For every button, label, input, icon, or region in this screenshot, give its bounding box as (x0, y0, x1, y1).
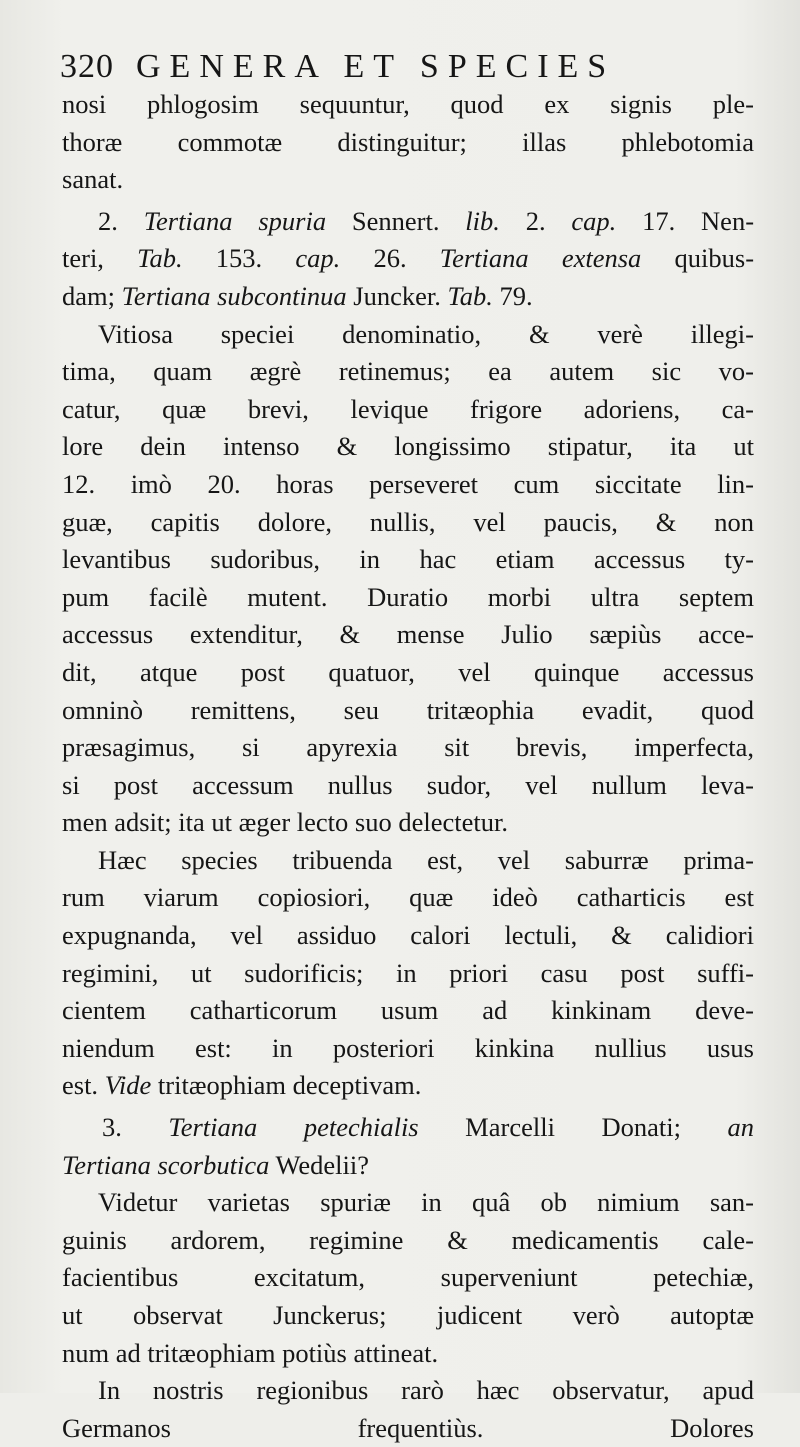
text-run: guinis ardorem, regimine & medicamentis cale- (62, 1224, 754, 1255)
text-run: tima, quam ægrè retinemus; ea autem sic vo- (62, 356, 754, 387)
text-run: niendum est: in posteriori kinkina nullius usus (62, 1032, 754, 1063)
text-run: 79. (492, 280, 533, 311)
text-run: In nostris regionibus rarò hæc observatur, apud (98, 1375, 754, 1406)
text-run: regimini, ut sudorificis; in priori casu post suffi- (62, 957, 754, 988)
text-line (62, 804, 754, 842)
text-run: thoræ commotæ distinguitur; illas phlebotomia (62, 126, 754, 157)
text-run: guæ, capitis dolore, nullis, vel paucis, & non (62, 506, 754, 537)
text-line (62, 1372, 754, 1410)
text-line (62, 579, 754, 617)
text-run: Sennert. (326, 205, 466, 236)
text-run: accessus extenditur, & mense Julio sæpiùs acce- (62, 619, 754, 650)
italic-text: Tab. (137, 243, 183, 274)
text-run: 26. (340, 243, 440, 274)
text-run: 2. (499, 205, 572, 236)
text-line (62, 1222, 754, 1260)
text-run: Juncker. (346, 280, 448, 311)
text-line (62, 616, 754, 654)
text-run: 153. (182, 243, 296, 274)
page-body-text (62, 86, 754, 1447)
text-line (62, 729, 754, 767)
text-run: facientibus excitatum, superveniunt petechiæ, (62, 1262, 754, 1293)
text-run: præsagimus, si apyrexia sit brevis, imperfecta, (62, 732, 754, 763)
text-run: nosi phlogosim sequuntur, quod ex signis ple- (62, 89, 754, 119)
italic-text: Tertiana spuria (143, 205, 327, 236)
italic-text: cap. (571, 205, 617, 236)
text-run: Wedelii? (269, 1149, 370, 1180)
text-run: lore dein intenso & longissimo stipatur, ita ut (62, 431, 754, 462)
text-line (62, 428, 754, 466)
text-run: catur, quæ brevi, levique frigore adoriens, ca- (62, 393, 754, 424)
page-header (60, 42, 750, 92)
italic-text: Vide (104, 1070, 152, 1101)
text-run: est. (62, 1070, 105, 1101)
text-run: levantibus sudoribus, in hac etiam accessus ty- (62, 544, 754, 575)
text-run: cientem catharticorum usum ad kinkinam deve- (62, 995, 754, 1026)
text-run: Marcelli Donati; (418, 1112, 728, 1143)
text-line (62, 278, 754, 316)
text-run: Hæc species tribuenda est, vel saburræ prima- (98, 844, 754, 875)
text-line (62, 240, 754, 278)
text-line (62, 1147, 754, 1185)
text-line (62, 1297, 754, 1335)
text-line (62, 161, 754, 199)
text-line (62, 1335, 754, 1373)
text-run: 3. (102, 1112, 169, 1143)
italic-text: cap. (295, 243, 341, 274)
text-line (62, 692, 754, 730)
text-line (62, 955, 754, 993)
text-line (62, 654, 754, 692)
text-line (62, 767, 754, 805)
text-run: dit, atque post quatuor, vel quinque accessus (62, 656, 754, 687)
text-run: quibus- (641, 243, 754, 274)
text-run: Vitiosa speciei denominatio, & verè illegi- (98, 318, 754, 349)
text-run: tritæophiam deceptivam. (151, 1070, 422, 1101)
text-line (62, 842, 754, 880)
text-line (62, 124, 754, 162)
text-line (62, 992, 754, 1030)
catchword: Dolores (670, 1412, 754, 1443)
text-line (62, 1109, 754, 1147)
text-line (62, 1184, 754, 1222)
text-line (62, 1030, 754, 1068)
text-run: si post accessum nullus sudor, vel nullum leva- (62, 769, 754, 800)
text-run: pum facilè mutent. Duratio morbi ultra septem (62, 581, 754, 612)
text-run: expugnanda, vel assiduo calori lectuli, & calidiori (62, 920, 754, 951)
text-line (62, 541, 754, 579)
text-run: teri, (62, 243, 138, 274)
italic-text: Tab. (447, 280, 493, 311)
text-line (62, 391, 754, 429)
page-number: 320 (60, 48, 114, 85)
text-run: rum viarum copiosiori, quæ ideò catharticis est (62, 882, 754, 913)
text-line (62, 1067, 754, 1105)
italic-text: Tertiana scorbutica (62, 1149, 270, 1180)
text-line (62, 1410, 754, 1447)
text-run: sanat. (62, 164, 124, 195)
text-line (62, 203, 754, 241)
italic-text: lib. (465, 205, 500, 236)
text-line (62, 504, 754, 542)
text-line (62, 917, 754, 955)
text-run: Germanos frequentiùs. (62, 1412, 484, 1443)
text-run: 2. (98, 205, 144, 236)
italic-text: an (727, 1112, 754, 1143)
text-line (62, 316, 754, 354)
text-run: Videtur varietas spuriæ in quâ ob nimium san- (98, 1187, 754, 1218)
text-line (62, 86, 754, 124)
text-line (62, 353, 754, 391)
text-run: 12. imò 20. horas perseveret cum siccitate lin- (62, 468, 754, 499)
text-line (62, 1259, 754, 1297)
text-run: ut observat Junckerus; judicent verò autoptæ (62, 1300, 754, 1330)
text-run: omninò remittens, seu tritæophia evadit, quod (62, 694, 754, 725)
italic-text: Tertiana extensa (439, 243, 642, 274)
text-line (62, 879, 754, 917)
text-run: men adsit; ita ut æger lecto suo delectetur. (62, 807, 508, 838)
running-title: GENERA ET SPECIES (136, 48, 616, 85)
text-run: dam; (62, 280, 122, 311)
italic-text: Tertiana petechialis (168, 1112, 419, 1143)
text-line (62, 466, 754, 504)
text-run: num ad tritæophiam potiùs attineat. (62, 1337, 439, 1368)
italic-text: Tertiana subcontinua (121, 280, 347, 311)
text-run: 17. Nen- (616, 205, 754, 236)
